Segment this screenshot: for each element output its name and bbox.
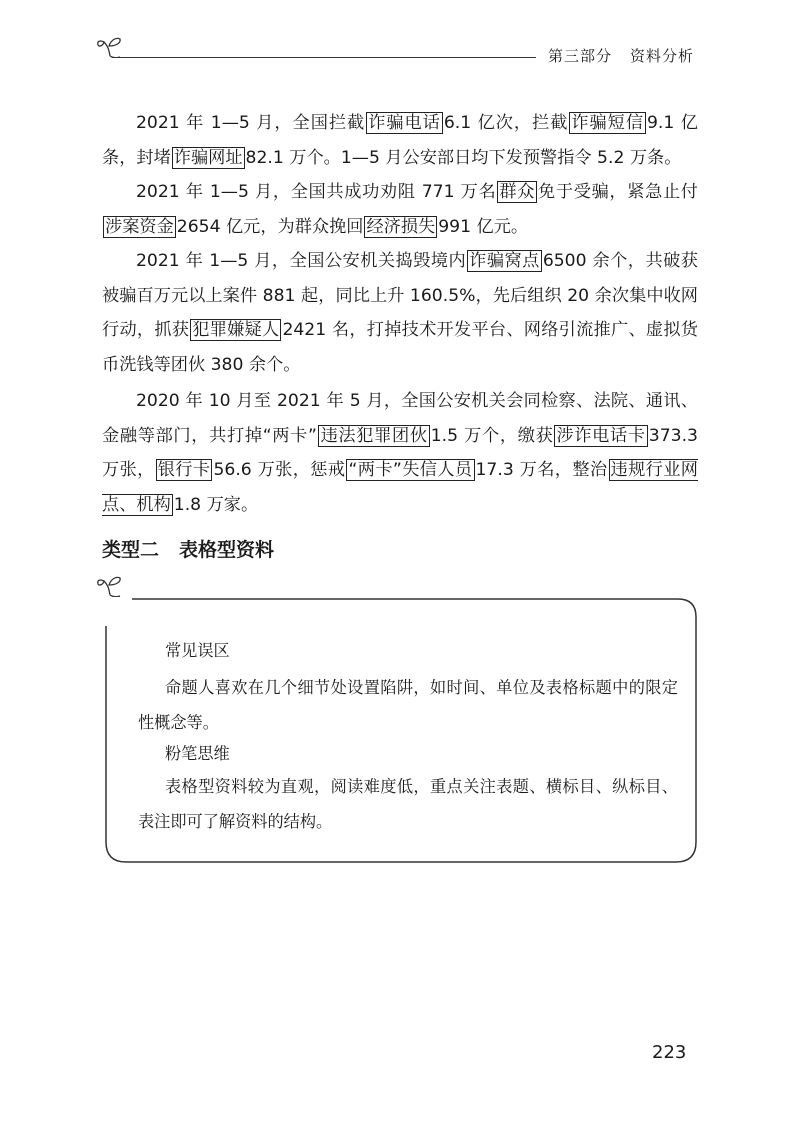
tip-text-thinking: 表格型资料较为直观，阅读难度低，重点关注表题、横标目、纵标目、表注即可了解资料的结构。: [138, 777, 678, 831]
keyword-box: 诈骗短信: [571, 113, 644, 133]
type-label: 类型二: [102, 539, 160, 561]
page-number: 223: [652, 1042, 687, 1063]
keyword-box: 银行卡: [157, 460, 211, 480]
keyword-box: 诈骗窝点: [469, 251, 540, 271]
chapter-label: 资料分析: [630, 47, 695, 65]
keyword-box: 诈骗网址: [173, 147, 243, 168]
running-header: [548, 45, 694, 66]
keyword-box: 群众: [499, 182, 536, 202]
tip-label-thinking: 粉笔思维: [165, 744, 230, 763]
paragraph-4: 2020 年 10 月至 2021 年 5 月，全国公安机关会同检察、法院、通讯、金融等部门，共打掉“两卡” 违法犯罪团伙 1.5 万个，缴获 涉诈电话卡 373.3 万张， 银行卡 56.6 万张，惩戒 “两卡”失信人员 17.3 万名，整治 违规行业网点、机构 1.8 万家。: [102, 391, 698, 515]
paragraph-2: 2021 年 1—5 月，全国共成功劝阻 771 万名 群众 免于受骗，紧急止付涉案资金 2654 亿元，为群众挽回 经济损失 991 亿元。: [105, 182, 698, 237]
keyword-box: 经济损失: [366, 216, 436, 237]
paragraph-1: 2021 年 1—5 月，全国拦截 诈骗电话 6.1 亿次，拦截 诈骗短信 9.1 亿条，封堵 诈骗网址 82.1 万个。1—5 月公安部日均下发预警指令 5.2 万条。: [102, 113, 698, 168]
keyword-box: 违规行业网点、机构: [102, 460, 698, 515]
header-rule: [112, 57, 536, 58]
keyword-box: 涉案资金: [105, 216, 174, 237]
keyword-box: “两卡”失信人员: [348, 460, 473, 480]
tip-label-misconceptions: 常见误区: [165, 641, 230, 660]
sprout-icon: [96, 32, 130, 58]
keyword-box: 诈骗电话: [368, 113, 441, 133]
section-title-text: 表格型资料: [179, 539, 275, 561]
paragraph-3: 2021 年 1—5 月，全国公安机关捣毁境内 诈骗窝点 6500 余个，共破获被骗百万元以上案件 881 起，同比上升 160.5%，先后组织 20 余次集中收网行动，抓获 犯罪嫌疑人 2421 名，打掉技术开发平台、网络引流推广、虚拟货币洗钱等团伙 380 余个。: [102, 251, 698, 375]
keyword-box: 违法犯罪团伙: [319, 425, 428, 446]
keyword-box: 涉诈电话卡: [556, 425, 646, 446]
keyword-box: 犯罪嫌疑人: [192, 320, 280, 340]
tip-text-misconceptions: 命题人喜欢在几个细节处设置陷阱，如时间、单位及表格标题中的限定性概念等。: [138, 678, 678, 732]
section-heading: [102, 535, 274, 562]
section-label: 第三部分: [548, 47, 613, 65]
